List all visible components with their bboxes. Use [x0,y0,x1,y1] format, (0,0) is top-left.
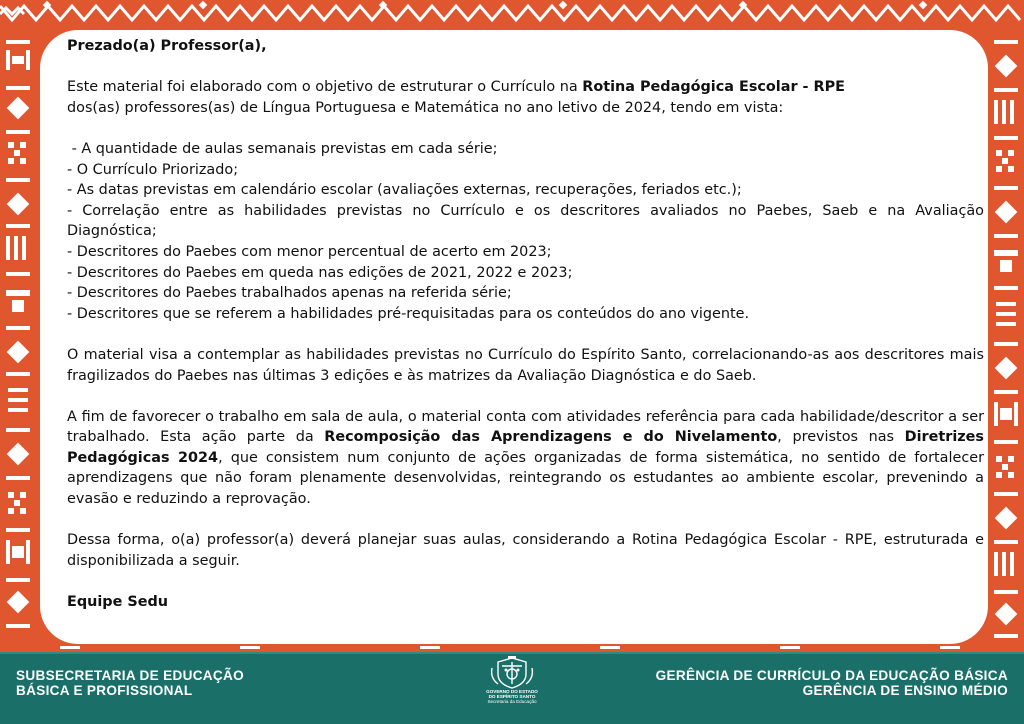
intro-bold: Rotina Pedagógica Escolar - RPE [582,79,845,96]
crest-caption-line1: GOVERNO DO ESTADO [486,689,538,694]
intro-after: dos(as) professores(as) de Língua Portuguesa e Matemática no ano letivo de 2024, tendo em vista: [67,99,784,116]
crest-caption [474,689,550,704]
crest-caption-line3: Secretaria da Educação [487,699,537,704]
list-item: - A quantidade de aulas semanais previstas em cada série; [67,140,498,157]
intro-paragraph [67,77,984,118]
signoff: Equipe Sedu [67,594,169,611]
footer-left-line1: SUBSECRETARIA DE EDUCAÇÃO [16,668,245,683]
list-item: - Descritores do Paebes trabalhados apenas na referida série; [67,285,512,302]
crest-caption-line2: DO ESPÍRITO SANTO [488,694,536,699]
footer-right-line1: GERÊNCIA DE CURRÍCULO DA EDUCAÇÃO BÁSICA [655,668,1008,683]
greeting: Prezado(a) Professor(a), [67,38,267,54]
letter-content [67,36,984,613]
criteria-list [67,139,984,324]
paragraph-curriculum: O material visa a contemplar as habilidades previstas no Currículo do Espírito Santo, correlacionando-as aos descritores mais fragilizados do Paebes nas últimas 3 edições e às matrizes da Avaliação Diagnóstica e do Saeb. [67,346,984,384]
paragraph-activities-part2: , previstos nas [777,429,905,446]
list-item: - O Currículo Priorizado; [67,161,239,178]
footer-left-line2: BÁSICA E PROFISSIONAL [16,683,193,698]
paragraph-activities-bold1: Recomposição das Aprendizagens e do Nivelamento [324,429,778,446]
footer-right-line2: GERÊNCIA DE ENSINO MÉDIO [802,683,1008,698]
footer-divider [0,652,1024,654]
footer-left-title [16,668,244,698]
paragraph-activities-part3: , que consistem num conjunto de ações organizadas de forma sistemática, no sentido de fortalecer aprendizagens que não foram plenamente desenvolvidas, reintegrando os estudantes ao ambiente escolar, prevenindo a evasão e reduzindo a reprovação. [67,449,985,508]
list-item: - Correlação entre as habilidades previstas no Currículo e os descritores avaliados no Paebes, Saeb e na Avaliação Diagnóstica; [67,202,984,240]
paragraph-activities [67,407,984,510]
list-item: - As datas previstas em calendário escolar (avaliações externas, recuperações, feriados etc.); [67,182,742,199]
paragraph-activities-part1: A fim de favorecer o trabalho em sala de aula, o material conta com atividades referência para cada habilidade/descritor a ser trabalhado. Esta ação parte da [67,408,984,446]
list-item: - Descritores do Paebes com menor percentual de acerto em 2023; [67,243,552,260]
paragraph-planning: Dessa forma, o(a) professor(a) deverá planejar suas aulas, considerando a Rotina Pedagógica Escolar - RPE, estruturada e disponibilizada a seguir. [67,532,984,569]
intro-before: Este material foi elaborado com o objetivo de estruturar o Currículo na [67,79,583,96]
paragraph-activities-bold2: Diretrizes Pedagógicas 2024 [67,429,984,466]
list-item: - Descritores que se referem a habilidades pré-requisitadas para os conteúdos do ano vigente. [67,305,750,322]
list-item: - Descritores do Paebes em queda nas edições de 2021, 2022 e 2023; [67,264,573,281]
footer-bar [0,652,1024,724]
footer-right-title [656,668,1008,698]
